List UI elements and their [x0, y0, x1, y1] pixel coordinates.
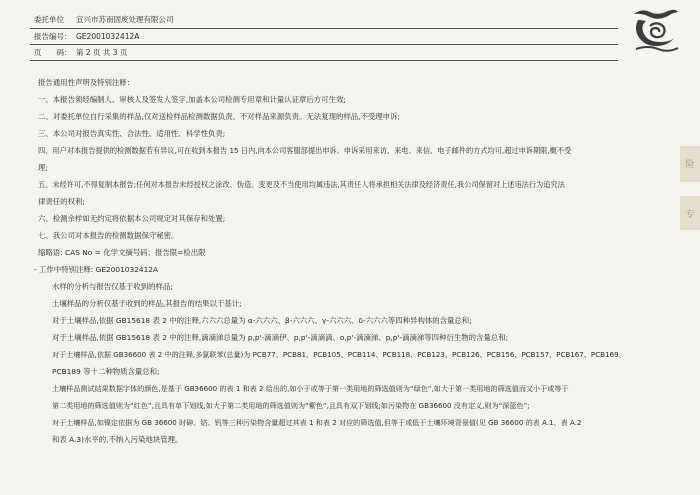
- abbreviation-note: 缩略语: CAS No = 化学文摘号码；报告限=检出限: [38, 248, 206, 257]
- statement-item: 一、本报告须经编制人、审核人及签发人签字,加盖本公司检测专用章和计量认证章后方可生效;: [38, 95, 346, 104]
- company-logo-icon: [628, 6, 682, 54]
- note-line: 对于土壤样品,依据 GB15618 表 2 中的注释,滴滴涕总量为 p,p'-滴滴伊、p,p'-滴滴滴、o,p'-滴滴涕、p,p'-滴滴涕等四种衍生物的含量总和;: [52, 333, 509, 342]
- note-line-cont: PCB189 等十二种物质含量总和;: [52, 367, 160, 376]
- client-value: 宜兴市苏南固废处理有限公司: [76, 15, 174, 24]
- special-notes-title: - 工作中特别注释: GE2001032412A: [34, 265, 159, 274]
- statement-item: 五、未经许可,不得复制本报告;任何对本报告未经授权之涂改、伪造、变更及不当使用均属违法,其责任人将承担相关法律及经济责任,我公司保留对上述违法行为追究法: [38, 180, 565, 189]
- client-row: [34, 15, 174, 25]
- statement-item: 二、对委托单位自行采集的样品,仅对送检样品检测数据负责。不对样品来源负责。无法复现的样品,不受理申诉;: [38, 112, 400, 121]
- seal-stamp-top: [680, 146, 700, 182]
- statement-item: 七、我公司对本报告的检测数据保守秘密。: [38, 231, 179, 240]
- header-rule-1: [30, 28, 618, 29]
- note-line-cont: 和表 A.3)水平的,不纳入污染地块管理。: [52, 435, 183, 444]
- seal-stamp-bottom: [680, 196, 700, 230]
- note-line: 对于土壤样品,依据 GB15618 表 2 中的注释,六六六总量为 α-六六六、β-六六六、γ-六六六、δ-六六六等四种异构体的含量总和;: [52, 316, 472, 325]
- statement-item: 四、用户对本报告提供的检测数据若有异议,可在收到本报告 15 日内,向本公司客服部提出申诉。申诉采用来访、来电、来信、电子邮件的方式均可,超过申诉期限,概不受: [38, 146, 572, 155]
- report-no-row: [34, 32, 139, 42]
- report-no-label: 报告编号：: [34, 32, 72, 41]
- stamp-char-1: 险: [685, 160, 695, 170]
- note-line: 土壤样品的分析仅基于收到的样品,其报告的结果以干基计;: [52, 299, 242, 308]
- note-line: 对于土壤样品,如镍定依据为 GB 36600 时砷、钴、钒等三种污染物含量超过其表 1 和表 2 对应的筛选值,但等于或低于土壤环境背景值(见 GB 36600 的表 A.1、表 A.2: [52, 418, 582, 427]
- statement-title: 报告通用性声明及特别注释：: [38, 78, 135, 87]
- note-line: 对于土壤样品,依据 GB36600 表 2 中的注释,多氯联苯(总量)为 PCB77、PCB81、PCB105、PCB114、PCB118、PCB123、PCB126、PCB156、PCB157、PCB167、PCB169、: [52, 350, 626, 359]
- page-label: 页 码：: [34, 48, 72, 57]
- client-label: 委托单位: [34, 15, 64, 24]
- note-line: 土壤样品测试结果数据字体的颜色,是基于 GB36600 的表 1 和表 2 给出的,如小于或等于第一类用地的筛选值则为“绿色”,如大于第一类用地的筛选值而又小于或等于: [52, 384, 569, 393]
- note-line-cont: 第二类用地的筛选值则为“红色”,且具有单下划线,如大于第二类用地的筛选值则为“紫色”,且具有双下划线;如污染物在 GB36600 没有定义,则为“深蓝色”;: [52, 401, 530, 410]
- statement-item: 三、本公司对报告真实性、合法性、适用性、科学性负责;: [38, 129, 226, 138]
- stamp-char-2: 专: [685, 210, 695, 220]
- report-no-value: GE2001032412A: [76, 32, 140, 41]
- statement-item: 六、检测余样如无约定将依据本公司规定对其保存和处置;: [38, 214, 226, 223]
- statement-item-cont: 律责任的权利;: [38, 197, 85, 206]
- statement-item-cont: 理;: [38, 163, 48, 172]
- page-value: 第 2 页 共 3 页: [76, 48, 128, 57]
- header-rule-2: [30, 44, 618, 45]
- note-line: 水样的分析与报告仅基于收到的样品;: [52, 282, 173, 291]
- page-row: [34, 48, 127, 58]
- header-rule-3: [30, 60, 618, 61]
